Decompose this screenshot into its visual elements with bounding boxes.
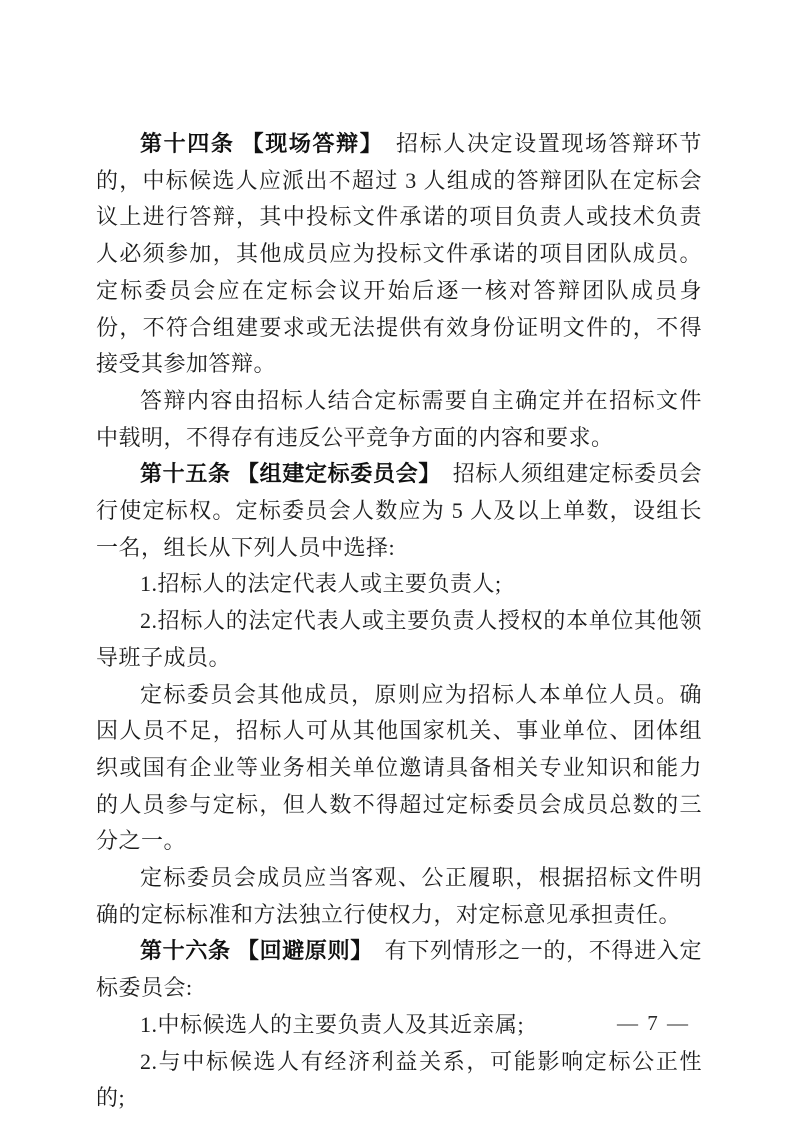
- paragraph: [96, 677, 702, 861]
- page-footer: [617, 1008, 690, 1038]
- paragraph: [96, 126, 702, 383]
- paragraph: [96, 1044, 702, 1117]
- paragraph: [96, 1007, 702, 1044]
- paragraph-text: 定标委员会成员应当客观、公正履职，根据招标文件明确的定标标准和方法独立行使权力，对定标意见承担责任。: [96, 865, 702, 927]
- article-title: 第十五条 【组建定标委员会】: [140, 461, 431, 487]
- paragraph-text: 招标人决定设置现场答辩环节的，中标候选人应派出不超过 3 人组成的答辩团队在定标会议上进行答辩，其中投标文件承诺的项目负责人或技术负责人必须参加，其他成员应为投标文件承诺的项目团队成员。定标委员会应在定标会议开始后逐一核对答辩团队成员身份，不符合组建要求或无法提供有效身份证明文件的，不得接受其参加答辩。: [96, 131, 702, 377]
- paragraph: [96, 603, 702, 676]
- paragraph-text: 定标委员会其他成员，原则应为招标人本单位人员。确因人员不足，招标人可从其他国家机关、事业单位、团体组织或国有企业等业务相关单位邀请具备相关专业知识和能力的人员参与定标，但人数不得超过定标委员会成员总数的三分之一。: [96, 681, 702, 854]
- document-body: [96, 126, 702, 1117]
- paragraph: [96, 456, 702, 566]
- paragraph-text: 2.与中标候选人有经济利益关系，可能影响定标公正性的;: [96, 1048, 702, 1111]
- paragraph-text: 招标人须组建定标委员会行使定标权。定标委员会人数应为 5 人及以上单数，设组长一名，组长从下列人员中选择:: [96, 461, 702, 560]
- article-title: 第十四条 【现场答辩】: [140, 131, 373, 156]
- paragraph-text: 有下列情形之一的，不得进入定标委员会:: [96, 938, 702, 1001]
- paragraph-text: 答辩内容由招标人结合定标需要自主确定并在招标文件中载明，不得存有违反公平竞争方面的内容和要求。: [96, 387, 702, 450]
- paragraph: [96, 860, 702, 933]
- paragraph: [96, 383, 702, 456]
- paragraph-text: 1.中标候选人的主要负责人及其近亲属;: [140, 1011, 525, 1037]
- page-number: — 7 —: [617, 1011, 690, 1035]
- paragraph: [96, 933, 702, 1006]
- paragraph: [96, 566, 702, 603]
- article-title: 第十六条 【回避原则】: [140, 938, 362, 964]
- paragraph-text: 2.招标人的法定代表人或主要负责人授权的本单位其他领导班子成员。: [96, 608, 702, 670]
- paragraph-text: 1.招标人的法定代表人或主要负责人;: [140, 571, 502, 597]
